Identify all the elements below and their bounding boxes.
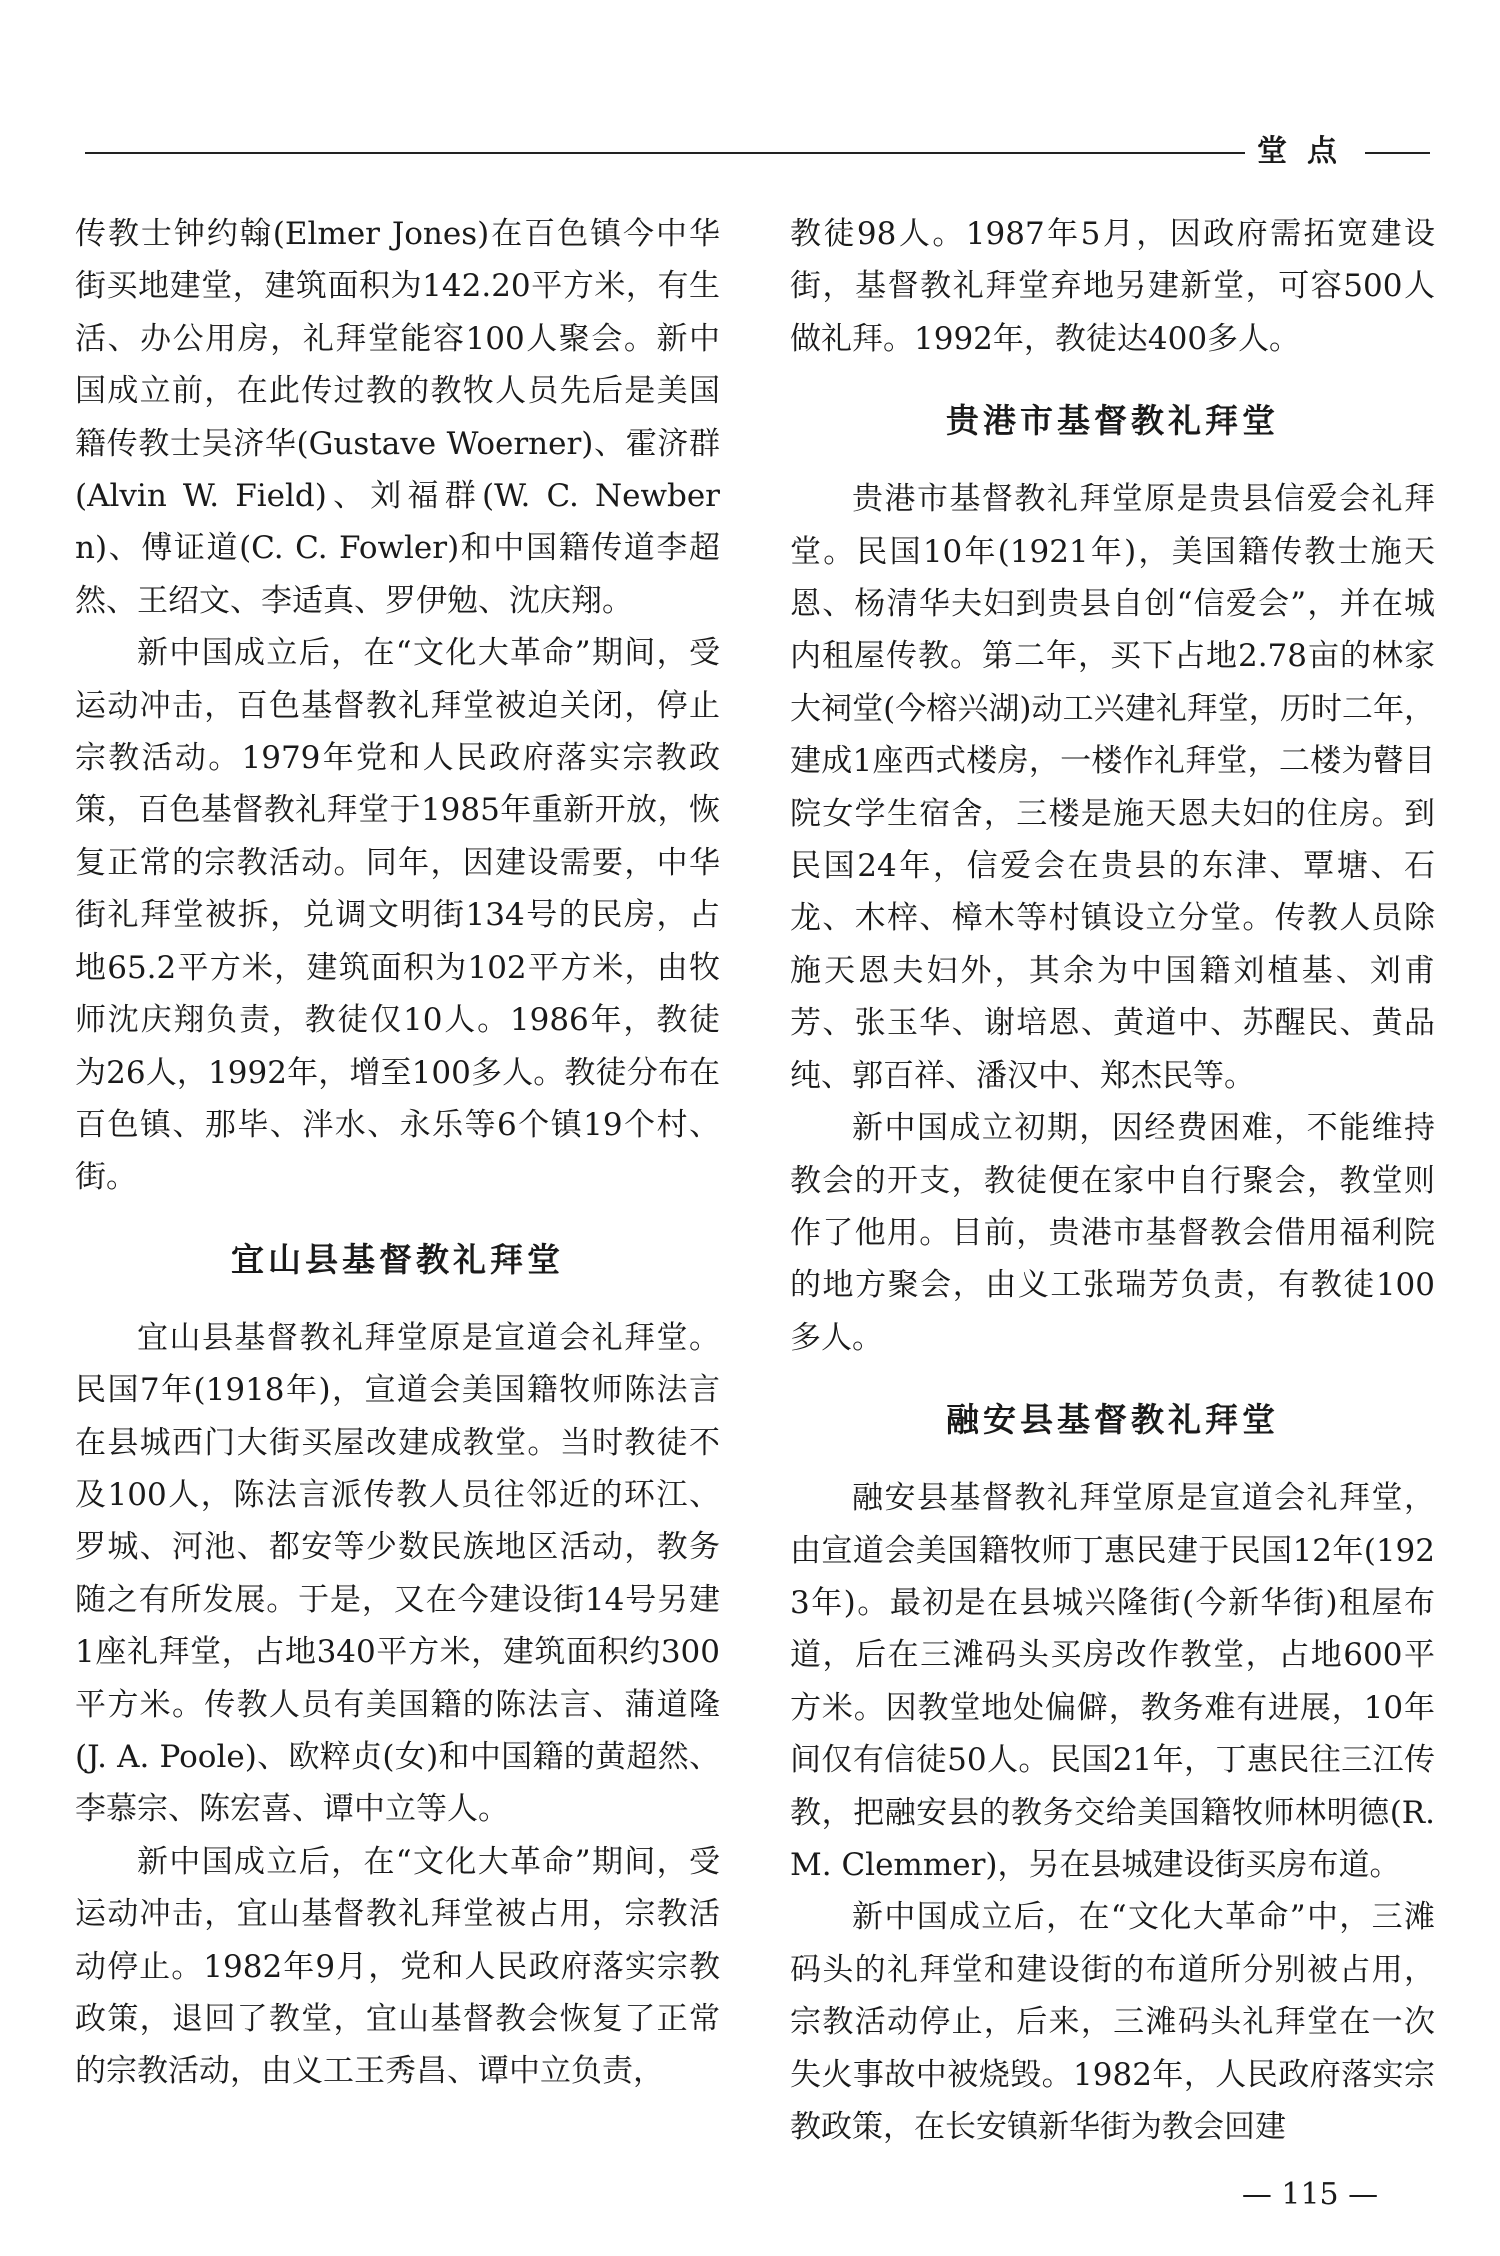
section-heading-yishan: 宜山县基督教礼拜堂 — [231, 1239, 564, 1279]
section-heading-rongan: 融安县基督教礼拜堂 — [946, 1400, 1279, 1440]
paragraph-guigang-history: 贵港市基督教礼拜堂原是贵县信爱会礼拜堂。民国10年(1921年)，美国籍传教士施天恩、杨清华夫妇到贵县自创“信爱会”，并在城内租屋传教。第二年，买下占地2.78亩的林家大祠堂(今榕兴湖)动工兴建礼拜堂，历时二年，建成1座西式楼房，一楼作礼拜堂，二楼为瞽目院女学生宿舍，三楼是施天恩夫妇的住房。到民国24年，信爱会在贵县的东津、覃塘、石龙、木梓、樟木等村镇设立分堂。传教人员除施天恩夫妇外，其余为中国籍刘植基、刘甫芳、张玉华、谢培恩、黄道中、苏醒民、黄品纯、郭百祥、潘汉中、郑杰民等。 — [790, 481, 1435, 1094]
paragraph-rongan-history: 融安县基督教礼拜堂原是宣道会礼拜堂，由宣道会美国籍牧师丁惠民建于民国12年(1923年)。最初是在县城兴隆街(今新华街)租屋布道，后在三滩码头买房改作教堂，占地600平方米。因教堂地处偏僻，教务难有进展，10年间仅有信徒50人。民国21年，丁惠民往三江传教，把融安县的教务交给美国籍牧师林明德(R. M. Clemmer)，另在县城建设街买房布道。 — [790, 1480, 1436, 1883]
paragraph-rongan-after-1949: 新中国成立后，在“文化大革命”中，三滩码头的礼拜堂和建设街的布道所分别被占用，宗教活动停止，后来，三滩码头礼拜堂在一次失火事故中被烧毁。1982年，人民政府落实宗教政策，在长安镇新华街为教会回建 — [790, 1899, 1435, 2145]
header-rule-left — [85, 152, 1245, 154]
left-column — [75, 208, 720, 2098]
paragraph-yishan-continued: 教徒98人。1987年5月，因政府需拓宽建设街，基督教礼拜堂弃地另建新堂，可容500人做礼拜。1992年，教徒达400多人。 — [790, 216, 1435, 357]
section-heading-guigang: 贵港市基督教礼拜堂 — [946, 401, 1279, 441]
right-column — [790, 208, 1435, 2153]
page-number: — 115 — — [1241, 2177, 1379, 2212]
running-header-title: 堂点 — [1257, 134, 1357, 169]
paragraph-baise-after-1949: 新中国成立后，在“文化大革命”期间，受运动冲击，百色基督教礼拜堂被迫关闭，停止宗教活动。1979年党和人民政府落实宗教政策，百色基督教礼拜堂于1985年重新开放，恢复正常的宗教活动。同年，因建设需要，中华街礼拜堂被拆，兑调文明街134号的民房，占地65.2平方米，建筑面积为102平方米，由牧师沈庆翔负责，教徒仅10人。1986年，教徒为26人，1992年，增至100多人。教徒分布在百色镇、那毕、泮水、永乐等6个镇19个村、街。 — [75, 635, 720, 1196]
paragraph-baise-history: 传教士钟约翰(Elmer Jones)在百色镇今中华街买地建堂，建筑面积为142.20平方米，有生活、办公用房，礼拜堂能容100人聚会。新中国成立前，在此传过教的教牧人员先后是美国籍传教士吴济华(Gustave Woerner)、霍济群(Alvin W. Field)、刘福群(W. C. Newbern)、傅证道(C. C. Fowler)和中国籍传道李超然、王绍文、李适真、罗伊勉、沈庆翔。 — [75, 216, 720, 619]
paragraph-guigang-after-1949: 新中国成立初期，因经费困难，不能维持教会的开支，教徒便在家中自行聚会，教堂则作了他用。目前，贵港市基督教会借用福利院的地方聚会，由义工张瑞芳负责，有教徒100多人。 — [790, 1110, 1435, 1356]
paragraph-yishan-history: 宜山县基督教礼拜堂原是宣道会礼拜堂。民国7年(1918年)，宣道会美国籍牧师陈法言在县城西门大街买屋改建成教堂。当时教徒不及100人，陈法言派传教人员往邻近的环江、罗城、河池、都安等少数民族地区活动，教务随之有所发展。于是，又在今建设街14号另建1座礼拜堂，占地340平方米，建筑面积约300平方米。传教人员有美国籍的陈法言、蒲道隆(J. A. Poole)、欧粹贞(女)和中国籍的黄超然、李慕宗、陈宏喜、谭中立等人。 — [75, 1319, 720, 1828]
paragraph-yishan-after-1949: 新中国成立后，在“文化大革命”期间，受运动冲击，宜山基督教礼拜堂被占用，宗教活动停止。1982年9月，党和人民政府落实宗教政策，退回了教堂，宜山基督教会恢复了正常的宗教活动，由义工王秀昌、谭中立负责， — [75, 1843, 720, 2090]
header-rule-right — [1365, 152, 1430, 154]
